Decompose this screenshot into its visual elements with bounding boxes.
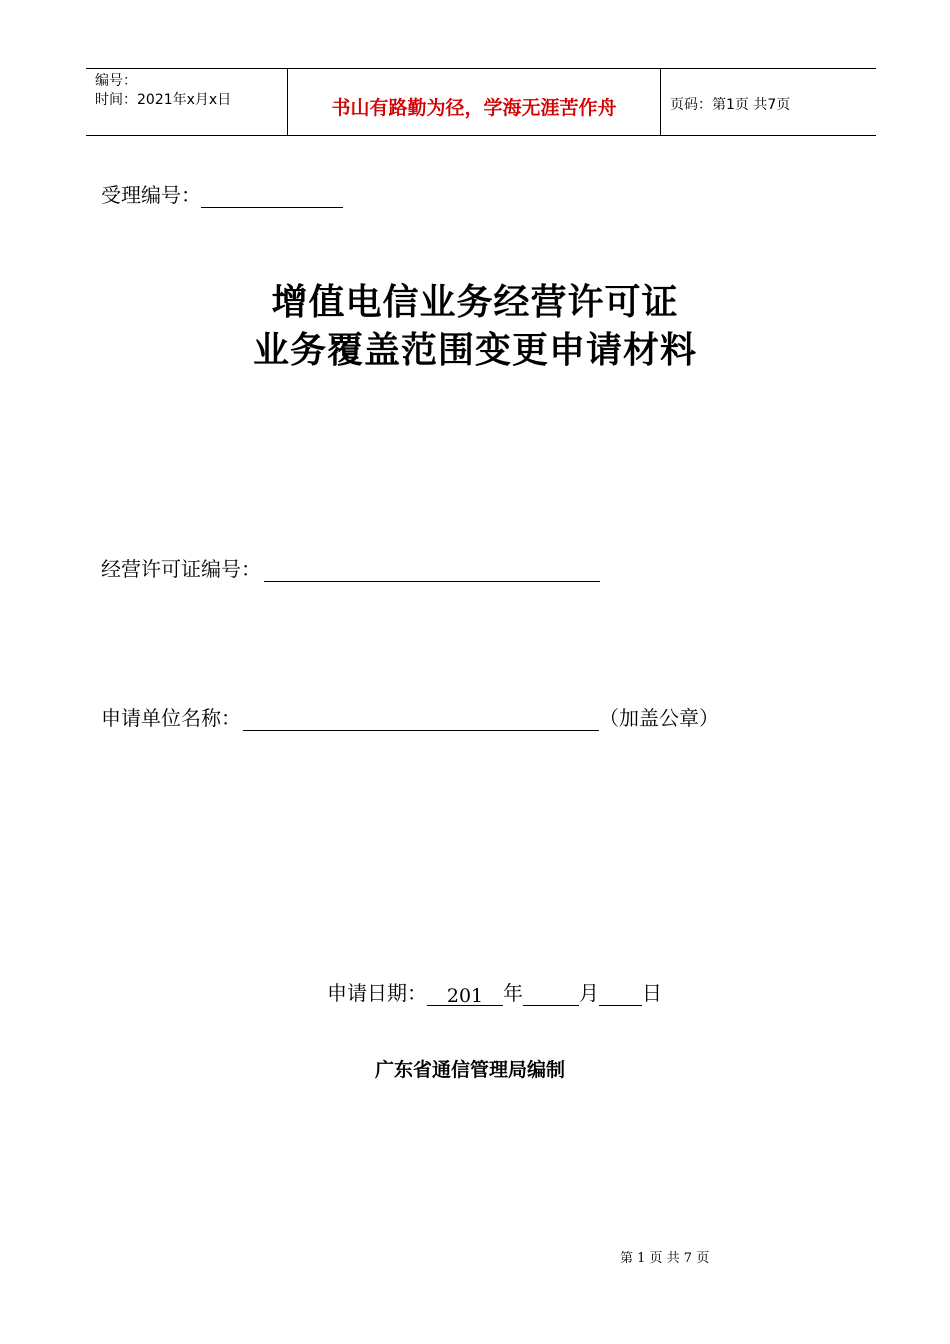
date-day-blank <box>599 983 642 1006</box>
applicant-name-blank <box>243 708 599 731</box>
page-code: 页码：第1页 共7页 <box>670 97 791 113</box>
acceptance-number-field <box>101 182 343 208</box>
motto-text: 书山有路勤为径，学海无涯苦作舟 <box>331 97 617 119</box>
header-page-cell <box>661 69 876 135</box>
applicant-name-field <box>101 705 719 731</box>
day-char: 日 <box>642 981 662 1005</box>
application-date-label: 申请日期： <box>327 981 427 1005</box>
footer-page-number: 第 1 页 共 7 页 <box>620 1251 710 1266</box>
document-number-label: 编号： <box>95 73 137 89</box>
header-motto-cell <box>287 69 661 135</box>
date-year-value: 201 <box>427 983 503 1006</box>
license-number-blank <box>264 559 600 582</box>
acceptance-number-blank <box>201 185 343 208</box>
title-line-2: 业务覆盖范围变更申请材料 <box>252 330 697 371</box>
acceptance-number-label: 受理编号： <box>101 183 201 207</box>
month-char: 月 <box>579 981 599 1005</box>
license-number-field <box>101 556 600 582</box>
issuer-text: 广东省通信管理局编制 <box>374 1059 565 1081</box>
application-date-field <box>327 980 662 1006</box>
applicant-name-label: 申请单位名称： <box>101 706 241 730</box>
license-number-label: 经营许可证编号： <box>101 557 261 581</box>
date-month-blank <box>523 983 579 1006</box>
header-meta-cell <box>86 69 287 135</box>
year-char: 年 <box>503 981 523 1005</box>
document-header <box>86 68 876 136</box>
document-time: 时间：2021年x月x日 <box>95 92 232 108</box>
title-line-1: 增值电信业务经营许可证 <box>271 282 679 323</box>
seal-note: （加盖公章） <box>599 706 719 730</box>
